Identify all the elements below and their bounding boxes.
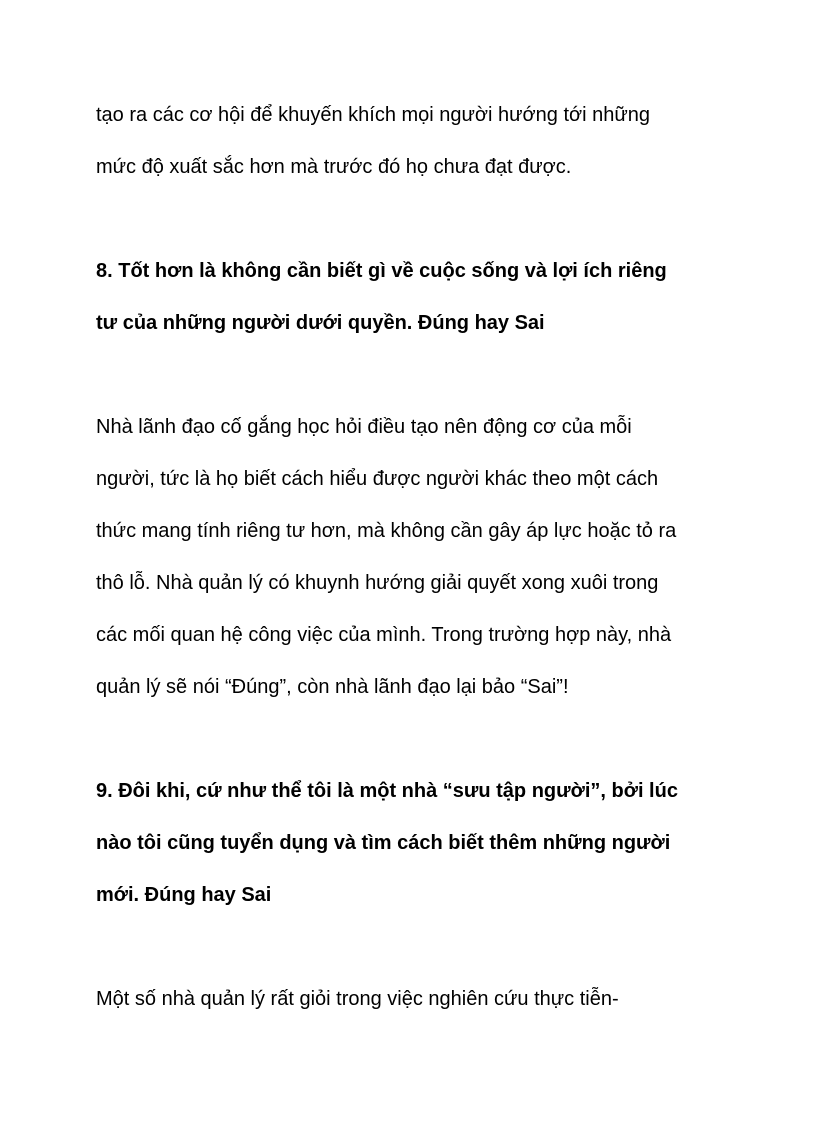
question-8-line: 8. Tốt hơn là không cần biết gì về cuộc sống và lợi ích riêng <box>96 260 667 282</box>
paragraph-line: mức độ xuất sắc hơn mà trước đó họ chưa đạt được. <box>96 156 572 178</box>
question-9-line: 9. Đôi khi, cứ như thể tôi là một nhà “sưu tập người”, bởi lúc <box>96 780 678 802</box>
question-9-line: mới. Đúng hay Sai <box>96 884 272 906</box>
answer-8-line: thô lỗ. Nhà quản lý có khuynh hướng giải quyết xong xuôi trong <box>96 572 659 594</box>
answer-8-line: Nhà lãnh đạo cố gắng học hỏi điều tạo nên động cơ của mỗi <box>96 416 632 438</box>
answer-8-line: quản lý sẽ nói “Đúng”, còn nhà lãnh đạo lại bảo “Sai”! <box>96 676 569 698</box>
answer-8-line: các mối quan hệ công việc của mình. Trong trường hợp này, nhà <box>96 624 672 646</box>
answer-8-line: người, tức là họ biết cách hiểu được người khác theo một cách <box>96 468 659 490</box>
answer-9-line: Một số nhà quản lý rất giỏi trong việc nghiên cứu thực tiễn- <box>96 988 619 1010</box>
question-9-line: nào tôi cũng tuyển dụng và tìm cách biết thêm những người <box>96 832 671 854</box>
question-8-line: tư của những người dưới quyền. Đúng hay Sai <box>96 312 545 334</box>
paragraph-line: tạo ra các cơ hội để khuyến khích mọi người hướng tới những <box>96 104 651 126</box>
answer-8-line: thức mang tính riêng tư hơn, mà không cần gây áp lực hoặc tỏ ra <box>96 520 677 542</box>
